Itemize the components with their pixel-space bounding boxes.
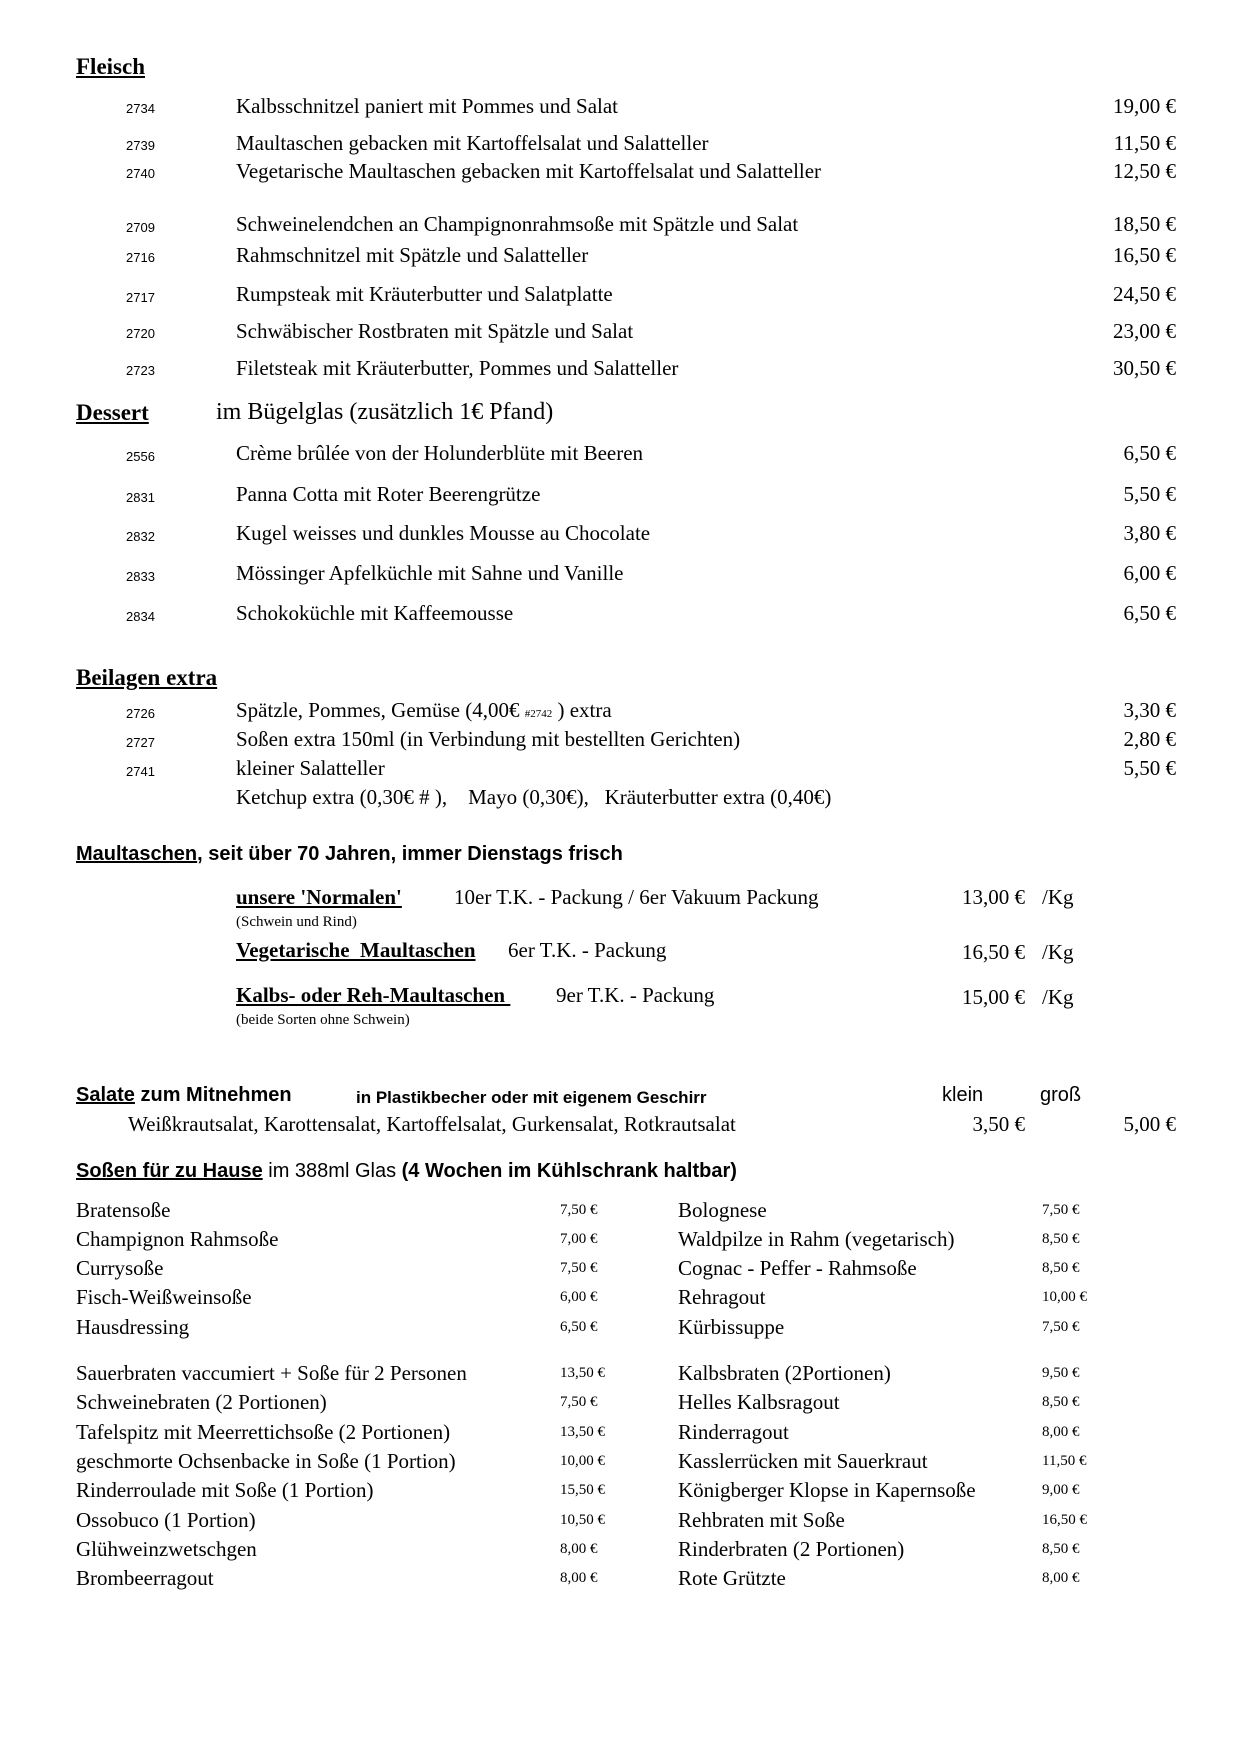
sauce-price: 10,00 € [1042, 1289, 1087, 1305]
item-price: 18,50 € [1113, 212, 1176, 236]
dish-name: Brombeerragout [76, 1566, 214, 1590]
item-name-part: Spätzle, Pommes, Gemüse (4,00€ [236, 698, 525, 722]
dish-price: 13,50 € [560, 1365, 605, 1381]
item-ref-code: #2742 [524, 708, 553, 720]
dish-price: 7,50 € [560, 1394, 598, 1410]
sauce-name: Bolognese [678, 1198, 767, 1222]
section-title-sossen [76, 1160, 737, 1183]
product-note: (beide Sorten ohne Schwein) [236, 1012, 410, 1028]
dish-name: Rote Grützte [678, 1566, 786, 1590]
sauce-name: Champignon Rahmsoße [76, 1227, 279, 1251]
item-price: 6,50 € [1123, 601, 1176, 625]
dish-name: geschmorte Ochsenbacke in Soße (1 Portion) [76, 1449, 456, 1473]
item-name: Crème brûlée von der Holunderblüte mit Beeren [236, 441, 644, 465]
item-code: 2740 [126, 166, 155, 181]
product-price: 13,00 € [962, 885, 1025, 909]
dish-name: Schweinebraten (2 Portionen) [76, 1390, 327, 1414]
item-name: Schokoküchle mit Kaffeemousse [236, 601, 514, 625]
item-code: 2831 [126, 490, 155, 505]
salate-note: in Plastikbecher oder mit eigenem Geschirr [356, 1088, 707, 1107]
dish-price: 13,50 € [560, 1424, 605, 1440]
section-title-fleisch: Fleisch [76, 54, 145, 79]
sauce-price: 7,50 € [1042, 1202, 1080, 1218]
sauce-name: Rehragout [678, 1285, 766, 1309]
dish-price: 11,50 € [1042, 1453, 1087, 1469]
item-price: 11,50 € [1113, 131, 1176, 155]
price-large: 5,00 € [1123, 1112, 1176, 1136]
sauce-price: 6,50 € [560, 1319, 598, 1335]
product-pack: 6er T.K. - Packung [508, 938, 667, 962]
dish-name: Glühweinzwetschgen [76, 1537, 257, 1561]
dish-price: 8,00 € [1042, 1570, 1080, 1586]
dish-price: 9,00 € [1042, 1482, 1080, 1498]
section-title-rest: im 388ml Glas [262, 1160, 402, 1182]
item-code: 2717 [126, 290, 155, 305]
item-name: Vegetarische Maultaschen gebacken mit Kartoffelsalat und Salatteller [236, 159, 822, 183]
section-title-keyword: Salate [76, 1084, 135, 1106]
dish-name: Helles Kalbsragout [678, 1390, 840, 1414]
section-title-maultaschen [76, 843, 623, 866]
item-code: 2741 [126, 764, 155, 779]
section-title-dessert: Dessert [76, 400, 149, 425]
section-title-beilagen: Beilagen extra [76, 665, 218, 690]
dish-price: 10,00 € [560, 1453, 605, 1469]
product-name: Kalbs- oder Reh-Maultaschen [236, 983, 511, 1007]
dish-name: Rinderragout [678, 1420, 789, 1444]
sauce-price: 8,50 € [1042, 1260, 1080, 1276]
dish-name: Königberger Klopse in Kapernsoße [678, 1478, 976, 1502]
item-price: 23,00 € [1113, 319, 1176, 343]
item-name: Kalbsschnitzel paniert mit Pommes und Salat [236, 94, 619, 118]
item-price: 24,50 € [1113, 282, 1176, 306]
dish-name: Rinderbraten (2 Portionen) [678, 1537, 905, 1561]
dish-name: Kalbsbraten (2Portionen) [678, 1361, 891, 1385]
item-price: 5,50 € [1123, 482, 1176, 506]
item-name [236, 698, 612, 723]
item-price: 12,50 € [1113, 159, 1176, 183]
item-name-part: ) extra [552, 698, 612, 722]
item-code: 2833 [126, 569, 155, 584]
sauce-price: 7,50 € [1042, 1319, 1080, 1335]
dish-name: Ossobuco (1 Portion) [76, 1508, 256, 1532]
item-code: 2834 [126, 609, 155, 624]
item-price: 3,80 € [1123, 521, 1176, 545]
sauce-name: Waldpilze in Rahm (vegetarisch) [678, 1227, 955, 1251]
item-code: 2720 [126, 326, 155, 341]
item-price: 19,00 € [1113, 94, 1176, 118]
item-price: 3,30 € [1123, 698, 1176, 722]
dish-price: 8,50 € [1042, 1394, 1080, 1410]
sauce-name: Cognac - Peffer - Rahmsoße [678, 1256, 917, 1280]
product-unit: /Kg [1042, 940, 1074, 964]
dish-price: 9,50 € [1042, 1365, 1080, 1381]
dish-name: Rehbraten mit Soße [678, 1508, 845, 1532]
item-name: Kugel weisses und dunkles Mousse au Chocolate [236, 521, 651, 545]
product-price: 15,00 € [962, 985, 1025, 1009]
salate-list: Weißkrautsalat, Karottensalat, Kartoffelsalat, Gurkensalat, Rotkrautsalat [128, 1112, 736, 1136]
product-unit: /Kg [1042, 985, 1074, 1009]
section-title-rest: , seit über 70 Jahren, immer Dienstags frisch [197, 843, 623, 865]
dish-price: 16,50 € [1042, 1512, 1087, 1528]
item-name: kleiner Salatteller [236, 756, 385, 780]
sauce-price: 8,50 € [1042, 1231, 1080, 1247]
item-name: Rumpsteak mit Kräuterbutter und Salatplatte [236, 282, 613, 306]
column-header-large: groß [1040, 1084, 1082, 1106]
dish-name: Kasslerrücken mit Sauerkraut [678, 1449, 928, 1473]
section-title-keyword: Maultaschen [76, 843, 198, 865]
item-code: 2739 [126, 138, 155, 153]
item-code: 2723 [126, 363, 155, 378]
section-title-salate [76, 1084, 292, 1107]
item-price: 30,50 € [1113, 356, 1176, 380]
sauce-price: 6,00 € [560, 1289, 598, 1305]
dish-name: Sauerbraten vaccumiert + Soße für 2 Personen [76, 1361, 467, 1385]
item-code: 2709 [126, 220, 155, 235]
product-name: unsere 'Normalen' [236, 885, 402, 909]
item-name: Soßen extra 150ml (in Verbindung mit bestellten Gerichten) [236, 727, 741, 751]
dish-name: Tafelspitz mit Meerrettichsoße (2 Portionen) [76, 1420, 451, 1444]
section-subtitle-dessert: im Bügelglas (zusätzlich 1€ Pfand) [216, 399, 554, 425]
dish-price: 8,00 € [560, 1541, 598, 1557]
item-name: Filetsteak mit Kräuterbutter, Pommes und Salatteller [236, 356, 679, 380]
product-note: (Schwein und Rind) [236, 914, 357, 930]
item-price: 6,00 € [1123, 561, 1176, 585]
item-code: 2726 [126, 706, 155, 721]
product-name: Vegetarische Maultaschen [236, 938, 476, 962]
sauce-price: 7,50 € [560, 1260, 598, 1276]
item-price: 6,50 € [1123, 441, 1176, 465]
item-name: Panna Cotta mit Roter Beerengrütze [236, 482, 541, 506]
sauce-name: Kürbissuppe [678, 1315, 785, 1339]
dish-price: 15,50 € [560, 1482, 605, 1498]
price-small: 3,50 € [972, 1112, 1025, 1136]
product-unit: /Kg [1042, 885, 1074, 909]
dish-name: Rinderroulade mit Soße (1 Portion) [76, 1478, 374, 1502]
item-price: 5,50 € [1123, 756, 1176, 780]
item-code: 2734 [126, 101, 155, 116]
item-name: Maultaschen gebacken mit Kartoffelsalat und Salatteller [236, 131, 709, 155]
item-code: 2556 [126, 449, 155, 464]
product-price: 16,50 € [962, 940, 1025, 964]
dish-price: 8,00 € [1042, 1424, 1080, 1440]
item-name: Rahmschnitzel mit Spätzle und Salatteller [236, 243, 589, 267]
item-name: Mössinger Apfelküchle mit Sahne und Vanille [236, 561, 624, 585]
item-code: 2716 [126, 250, 155, 265]
sauce-price: 7,50 € [560, 1202, 598, 1218]
extras-line: Ketchup extra (0,30€ # ), Mayo (0,30€), Kräuterbutter extra (0,40€) [236, 785, 832, 809]
item-name: Schwäbischer Rostbraten mit Spätzle und Salat [236, 319, 634, 343]
item-name: Schweinelendchen an Champignonrahmsoße mit Spätzle und Salat [236, 212, 799, 236]
sauce-name: Fisch-Weißweinsoße [76, 1285, 252, 1309]
product-pack: 9er T.K. - Packung [556, 983, 715, 1007]
dish-price: 10,50 € [560, 1512, 605, 1528]
item-price: 16,50 € [1113, 243, 1176, 267]
dish-price: 8,00 € [560, 1570, 598, 1586]
item-code: 2727 [126, 735, 155, 750]
dish-price: 8,50 € [1042, 1541, 1080, 1557]
product-pack: 10er T.K. - Packung / 6er Vakuum Packung [454, 885, 819, 909]
sauce-name: Bratensoße [76, 1198, 171, 1222]
sauce-name: Hausdressing [76, 1315, 190, 1339]
column-header-small: klein [942, 1084, 984, 1106]
item-price: 2,80 € [1123, 727, 1176, 751]
sauce-name: Currysoße [76, 1256, 164, 1280]
section-title-rest: zum Mitnehmen [134, 1084, 292, 1106]
section-title-shelf-life: (4 Wochen im Kühlschrank haltbar) [401, 1160, 737, 1182]
sauce-price: 7,00 € [560, 1231, 598, 1247]
item-code: 2832 [126, 529, 155, 544]
section-title-keyword: Soßen für zu Hause [76, 1160, 263, 1182]
